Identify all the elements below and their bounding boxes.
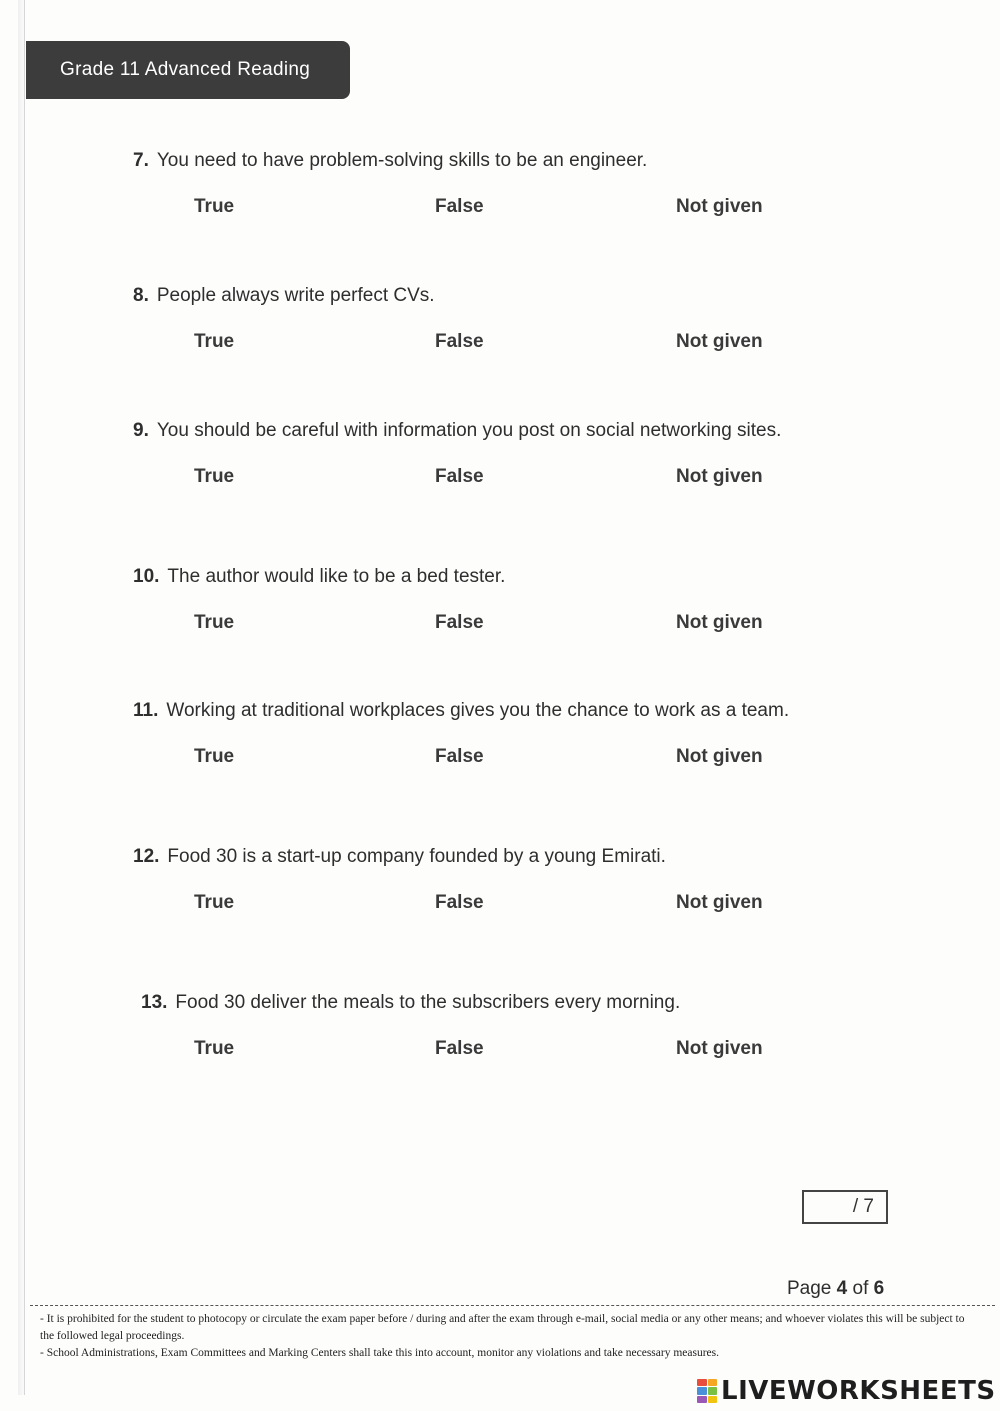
liveworksheets-logo[interactable] [697,1375,996,1407]
footer-notes [40,1311,970,1362]
question-text: Working at traditional workplaces gives you the chance to work as a team. [166,700,790,721]
footer-note-1: - It is prohibited for the student to photocopy or circulate the exam paper before / during and after the exam through e-mail, social media or any other means; and whoever violates this will be subject to the followed legal proceedings. [40,1313,965,1342]
question-number: 10. [133,566,160,587]
question-text-line [133,420,781,442]
page-of: of [847,1278,874,1299]
question-text-line [133,846,666,868]
footer-note-2: - School Administrations, Exam Committees and Marking Centers shall take this into account, monitor any violations and take necessary measures. [40,1347,719,1359]
option-false[interactable]: False [435,746,484,767]
option-false[interactable]: False [435,466,484,487]
question-10 [0,566,1000,686]
header-title: Grade 11 Advanced Reading [60,59,311,80]
liveworksheets-text: LIVEWORKSHEETS [721,1376,996,1406]
question-number: 13. [141,992,168,1013]
question-12 [0,846,1000,966]
question-text-line [133,150,647,172]
question-text-line [133,700,789,722]
option-false[interactable]: False [435,331,484,352]
option-false[interactable]: False [435,1038,484,1059]
question-number: 9. [133,420,149,441]
question-text-line [133,285,435,307]
question-text-line [141,992,680,1014]
option-true[interactable]: True [194,1038,235,1059]
question-number: 11. [133,700,159,721]
question-text: Food 30 is a start-up company founded by a young Emirati. [167,846,666,867]
option-true[interactable]: True [194,892,235,913]
question-7 [0,150,1000,270]
question-text: You should be careful with information you post on social networking sites. [156,420,782,441]
option-true[interactable]: True [194,612,235,633]
footer-divider [30,1305,995,1306]
score-box [802,1190,888,1224]
question-text: You need to have problem-solving skills to be an engineer. [156,150,648,171]
question-text: People always write perfect CVs. [156,285,435,306]
option-true[interactable]: True [194,466,235,487]
option-not-given[interactable]: Not given [676,1038,763,1059]
option-not-given[interactable]: Not given [676,746,763,767]
option-true[interactable]: True [194,746,235,767]
option-false[interactable]: False [435,612,484,633]
liveworksheets-logo-icon [697,1379,717,1403]
question-8 [0,285,1000,405]
option-not-given[interactable]: Not given [676,466,763,487]
option-not-given[interactable]: Not given [676,892,763,913]
question-number: 7. [133,150,149,171]
option-false[interactable]: False [435,892,484,913]
header-tab [26,41,350,99]
option-true[interactable]: True [194,331,235,352]
question-9 [0,420,1000,540]
option-false[interactable]: False [435,196,484,217]
page-current: 4 [836,1278,848,1299]
question-text-line [133,566,505,588]
question-text: Food 30 deliver the meals to the subscribers every morning. [175,992,681,1013]
page-total: 6 [873,1278,885,1299]
question-number: 8. [133,285,149,306]
question-text: The author would like to be a bed tester. [167,566,506,587]
question-13 [0,992,1000,1112]
question-number: 12. [133,846,160,867]
option-not-given[interactable]: Not given [676,331,763,352]
score-label: / 7 [852,1196,874,1217]
option-true[interactable]: True [194,196,235,217]
question-11 [0,700,1000,820]
page-number [787,1278,884,1300]
option-not-given[interactable]: Not given [676,196,763,217]
page-prefix: Page [787,1278,837,1299]
option-not-given[interactable]: Not given [676,612,763,633]
